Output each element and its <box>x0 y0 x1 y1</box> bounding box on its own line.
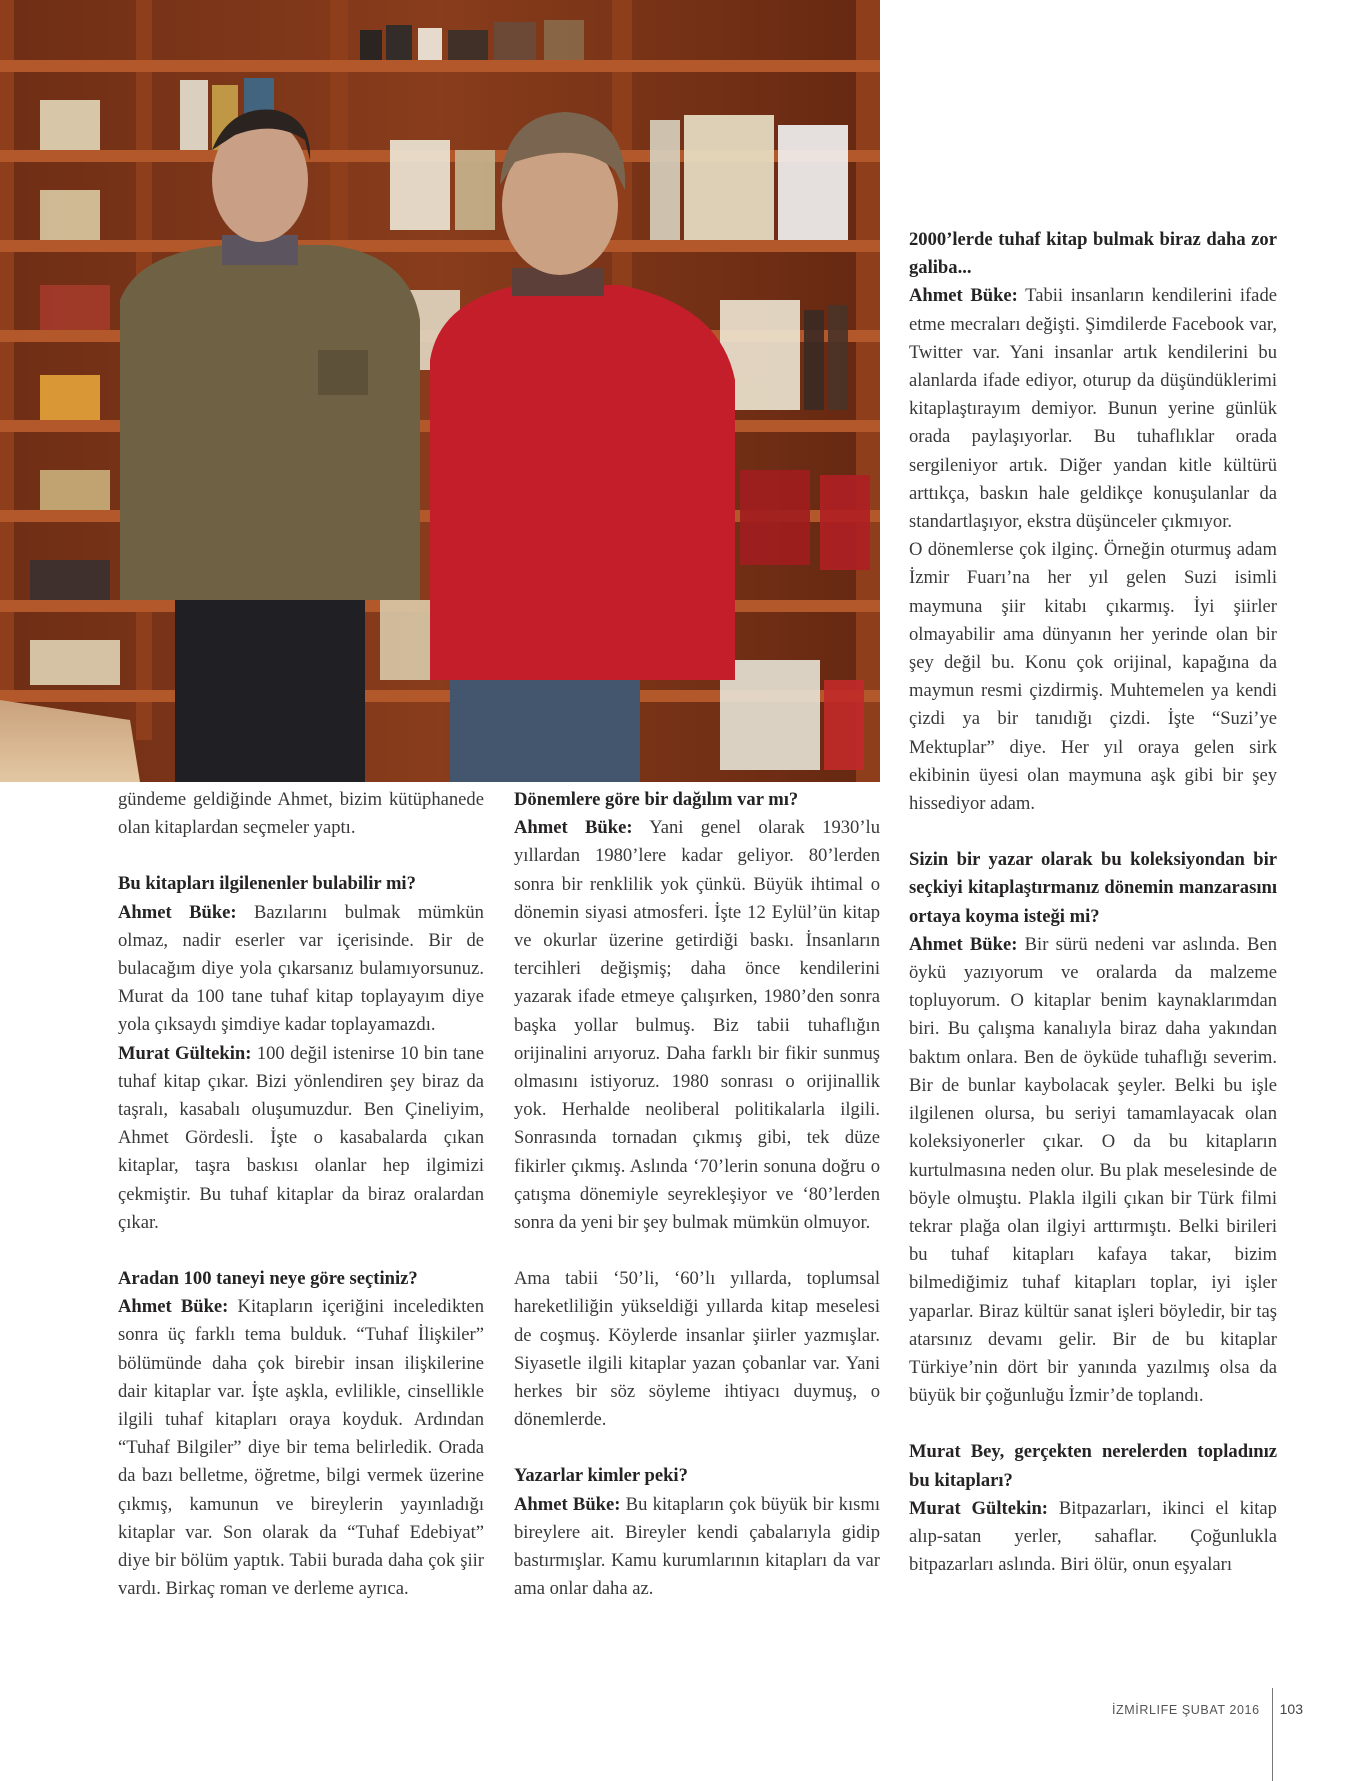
answer-text: Kitapların içeriğini inceledikten sonra üç farklı tema bulduk. “Tuhaf İlişkiler” bölümünde daha çok birebir insan ilişkilerine dair kitaplar var. İşte aşkla, evlilikle, cinsellikle ilgili tuhaf kitapları oraya koyduk. Ardından “Tuhaf Bilgiler” diye bir tema belirledik. Orada da bazı belletme, öğretme, bilgi vermek üzerine çıkmış, kamunun ve bireylerin yayınladığı kitaplar var. Son olarak da “Tuhaf Edebiyat” diye bir bölüm yaptık. Tabii burada daha çok şiir vardı. Birkaç roman ve derleme ayrıca. <box>118 1296 484 1600</box>
question-heading: Aradan 100 taneyi neye göre seçtiniz? <box>118 1268 418 1290</box>
question-heading: Yazarlar kimler peki? <box>514 1465 688 1487</box>
answer-text: Bir sürü nedeni var aslında. Ben öykü yazıyorum ve oralarda da malzeme topluyorum. O kitaplar benim kaynaklarımdan biri. Bu çalışma kanalıyla biraz daha yakından baktım onlara. Ben de öyküde tuhaflığı severim. Bir de bunlar kaybolacak şeyler. Belki bu işle ilgilenen olursa, bu seriyi tamamlayacak olan koleksiyonerler çıkar. O da bu kitapların kurtulmasına neden olur. Bu plak meselesinde de böyle olmuştu. Plakla ilgili çıkan bir Türk filmi tekrar plağa olan ilgiyi arttırmıştı. Belki birileri bu tuhaf kitapları kafaya takar, bizim bilmediğimiz tuhaf kitapları toplar, iyi işler yaparlar. Biraz kültür sanat işleri böyledir, bir taş atarsınız devamı gelir. Bir de bu kitaplar Türkiye’nin dört bir yanında yazılmış olsa da büyük bir çoğunluğu İzmir’de toplandı. <box>909 933 1277 1407</box>
speaker-name: Ahmet Büke: <box>514 817 633 839</box>
speaker-name: Ahmet Büke: <box>909 285 1018 307</box>
speaker-name: Ahmet Büke: <box>514 1493 621 1515</box>
body-paragraph <box>909 536 1277 818</box>
body-paragraph <box>909 1495 1277 1580</box>
magazine-issue: İZMİRLIFE ŞUBAT 2016 <box>1111 1703 1260 1717</box>
text-column-2 <box>514 786 880 1603</box>
body-paragraph <box>118 1040 484 1237</box>
answer-text: Bitpazarları, ikinci el kitap alıp-satan yerler, sahaflar. Çoğunlukla bitpazarları aslında. Biri ölür, onun eşyaları <box>909 1497 1277 1576</box>
speaker-name: Ahmet Büke: <box>118 901 237 923</box>
answer-text: Tabii insanların kendilerini ifade etme mecraları değişti. Şimdilerde Facebook var, Twitter var. Yani insanlar artık kendilerini bu alanlarda ifade ediyor, oturup da düşündüklerimi kitaplaştırayım demiyor. Bunun yerine günlük orada paylaşıyorlar. Bu tuhaflıklar orada sergileniyor artık. Diğer yandan kitle kültürü arttıkça, baskın hale geldikçe konuşulanlar da standartlaşıyor, ekstra düşünceler çıkmıyor. <box>909 285 1277 533</box>
body-paragraph <box>514 1491 880 1604</box>
answer-text: O dönemlerse çok ilginç. Örneğin oturmuş adam İzmir Fuarı’na her yıl gelen Suzi isimli maymuna şiir kitabı çıkarmış. İyi şiirler olmayabilir ama dünyanın her yerinde olan bir şey değil bu. Konu çok orijinal, kapağına da maymun resmi çizdirmiş. Muhtemelen ya kendi çizdi ya bir tanıdığı çizdi. İşte “Suzi’ye Mektuplar” diye. Her yıl oraya gelen sirk ekibinin üyesi olan maymuna aşk gibi bir şey hissediyor adam. <box>909 539 1277 815</box>
speaker-name: Ahmet Büke: <box>909 933 1018 955</box>
answer-text: gündeme geldiğinde Ahmet, bizim kütüphanede olan kitaplardan seçmeler yaptı. <box>118 789 484 839</box>
answer-text: Bu kitapların çok büyük bir kısmı bireylere ait. Bireyler kendi çabalarıyla gidip bastırmışlar. Kamu kurumlarının kitapları da var ama onlar daha az. <box>514 1493 880 1600</box>
answer-text: Yani genel olarak 1930’lu yıllardan 1980’lere kadar geliyor. 80’lerden sonra bir renklilik yok çünkü. Büyük ihtimal o dönemin siyasi atmosferi. İşte 12 Eylül’ün kitap ve okurlar üzerine getirdiği baskı. İnsanların tercihleri değişmiş; daha önce kendilerini yazarak ifade etmeye çalışırken, 1980’den sonra başka yollar bulmuş. Biz tabii tuhaflığın orijinalini arıyoruz. Daha farklı bir fikir sunmuş olmasını istiyoruz. 1980 sonrası o orijinallik yok. Herhalde neoliberal politikalarla ilgili. Sonrasında tornadan çıkmış gibi, tek düze fikirler çıkmış. Aslında ‘70’lerin sonuna doğru o çatışma dönemiyle seyrekleşiyor ve ‘80’lerden sonra da yeni bir şey bulmak mümkün olmuyor. <box>514 817 880 1234</box>
answer-text: Ama tabii ‘50’li, ‘60’lı yıllarda, toplumsal hareketliliğin yükseldiği yıllarda kitap meselesi de coşmuş. Köylerde insanlar şiirler yazmışlar. Siyasetle ilgili kitaplar yazan çobanlar var. Yani herkes bir söz söyleme ihtiyacı duymuş, o dönemlerde. <box>514 1268 880 1431</box>
body-paragraph <box>118 786 484 842</box>
question-heading: Dönemlere göre bir dağılım var mı? <box>514 789 799 810</box>
article-photo <box>0 0 880 782</box>
question-heading: Bu kitapları ilgilenenler bulabilir mi? <box>118 873 416 895</box>
question-heading: Murat Bey, gerçekten nerelerden topladınız bu kitapları? <box>909 1441 1277 1491</box>
question-heading: 2000’lerde tuhaf kitap bulmak biraz daha zor galiba... <box>909 229 1277 279</box>
body-paragraph <box>514 1265 880 1434</box>
answer-text: Bazılarını bulmak mümkün olmaz, nadir eserler var içerisinde. Bir de bulacağım diye yola çıkarsanız bulamıyorsunuz. Murat da 100 tane tuhaf kitap toplayayım diye yola çıksaydı şimdiye kadar toplayamazdı. <box>118 901 484 1036</box>
answer-text: 100 değil istenirse 10 bin tane tuhaf kitap çıkar. Bizi yönlendiren şey biraz da taşralı, kasabalı oluşumuzdur. Ben Çineliyim, Ahmet Gördesli. İşte o kasabalarda çıkan kitaplar, taşra baskısı olanlar hep ilgimizi çekmiştir. Bu tuhaf kitaplar da biraz oralardan çıkar. <box>118 1042 484 1233</box>
body-paragraph <box>514 814 880 1237</box>
footer-divider <box>1272 1688 1273 1781</box>
body-paragraph <box>118 1293 484 1603</box>
page-footer <box>1112 1680 1303 1773</box>
text-column-1 <box>118 786 484 1603</box>
question-heading: Sizin bir yazar olarak bu koleksiyondan bir seçkiyi kitaplaştırmanız dönemin manzarasını ortaya koyma isteği mi? <box>909 849 1277 927</box>
speaker-name: Murat Gültekin: <box>909 1497 1048 1519</box>
body-paragraph <box>909 282 1277 536</box>
text-column-3 <box>909 226 1277 1579</box>
speaker-name: Murat Gültekin: <box>118 1042 252 1064</box>
body-paragraph <box>118 899 484 1040</box>
speaker-name: Ahmet Büke: <box>118 1296 229 1318</box>
body-paragraph <box>909 931 1277 1410</box>
page-number: 103 <box>1279 1701 1303 1717</box>
